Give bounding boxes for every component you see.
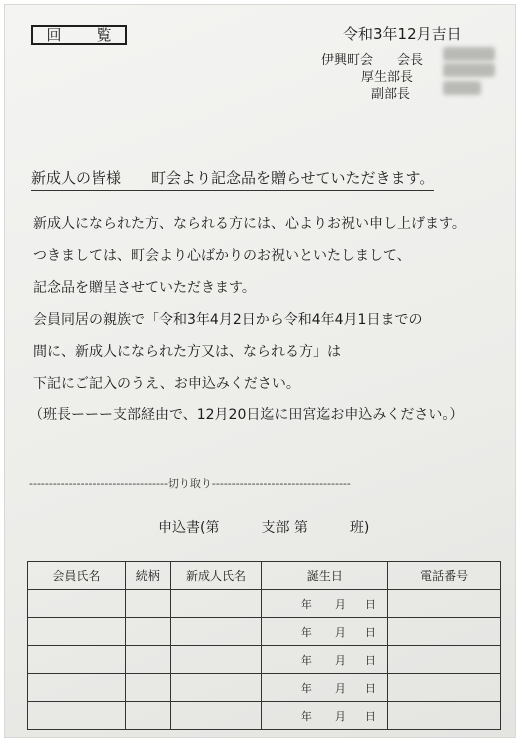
member-name-cell[interactable]: [28, 674, 126, 702]
member-name-cell[interactable]: [28, 590, 126, 618]
header-new-adult-name: 新成人氏名: [170, 562, 262, 590]
relationship-cell[interactable]: [125, 646, 170, 674]
relationship-cell[interactable]: [125, 702, 170, 730]
cut-line: -----------------------------------切り取り-----------------------------------: [29, 477, 351, 490]
header-phone: 電話番号: [388, 562, 501, 590]
body-line: 間に、新成人になられた方又は、なられる方」は: [33, 344, 341, 360]
phone-cell[interactable]: [388, 590, 501, 618]
body-line: 記念品を贈呈させていただきます。: [33, 280, 256, 296]
table-row: [28, 674, 501, 702]
new-adult-name-cell[interactable]: [170, 702, 262, 730]
birthdate-cell[interactable]: 年 月 日: [262, 646, 388, 674]
table-header-row: [28, 562, 501, 590]
header-birthdate: 誕生日: [262, 562, 388, 590]
birthdate-cell[interactable]: 年 月 日: [262, 618, 388, 646]
birthdate-cell[interactable]: 年 月 日: [262, 702, 388, 730]
body-line: 下記にご記入のうえ、お申込みください。: [33, 376, 300, 392]
phone-cell[interactable]: [388, 674, 501, 702]
redacted-name: [443, 63, 495, 77]
header-member-name: 会員氏名: [28, 562, 126, 590]
new-adult-name-cell[interactable]: [170, 590, 262, 618]
body-line: つきましては、町会より心ばかりのお祝いといたしまして、: [33, 248, 411, 264]
header-relationship: 続柄: [125, 562, 170, 590]
phone-cell[interactable]: [388, 646, 501, 674]
signatory-role-chair: 会長: [397, 53, 424, 68]
relationship-cell[interactable]: [125, 618, 170, 646]
new-adult-name-cell[interactable]: [170, 618, 262, 646]
phone-cell[interactable]: [388, 618, 501, 646]
new-adult-name-cell[interactable]: [170, 674, 262, 702]
birthdate-cell[interactable]: 年 月 日: [262, 590, 388, 618]
table-row: [28, 590, 501, 618]
table-row: [28, 618, 501, 646]
member-name-cell[interactable]: [28, 646, 126, 674]
signatory-org: 伊興町会: [321, 53, 374, 68]
new-adult-name-cell[interactable]: [170, 646, 262, 674]
body-line: 新成人になられた方、なられる方には、心よりお祝い申し上げます。: [33, 216, 466, 232]
member-name-cell[interactable]: [28, 618, 126, 646]
circular-label: 回 覧: [31, 25, 127, 45]
headline: 新成人の皆様 町会より記念品を贈らせていただきます。: [31, 167, 434, 191]
signatory-role-welfare: 厚生部長: [361, 70, 414, 85]
body-line: 会員同居の親族で「令和3年4月2日から令和4年4月1日までの: [33, 312, 423, 328]
application-table: [27, 561, 501, 730]
redacted-name: [443, 47, 495, 61]
paper-sheet: [4, 4, 516, 738]
table-row: [28, 646, 501, 674]
issue-date: 令和3年12月吉日: [343, 25, 462, 43]
signatory-role-vice: 副部長: [371, 87, 411, 102]
table-row: [28, 702, 501, 730]
relationship-cell[interactable]: [125, 674, 170, 702]
redacted-name: [443, 81, 481, 95]
relationship-cell[interactable]: [125, 590, 170, 618]
member-name-cell[interactable]: [28, 702, 126, 730]
phone-cell[interactable]: [388, 702, 501, 730]
body-line: （班長ーーー支部経由で、12月20日迄に田宮迄お申込みください。）: [29, 407, 464, 423]
application-title: 申込書(第 支部 第 班): [158, 520, 370, 536]
birthdate-cell[interactable]: 年 月 日: [262, 674, 388, 702]
